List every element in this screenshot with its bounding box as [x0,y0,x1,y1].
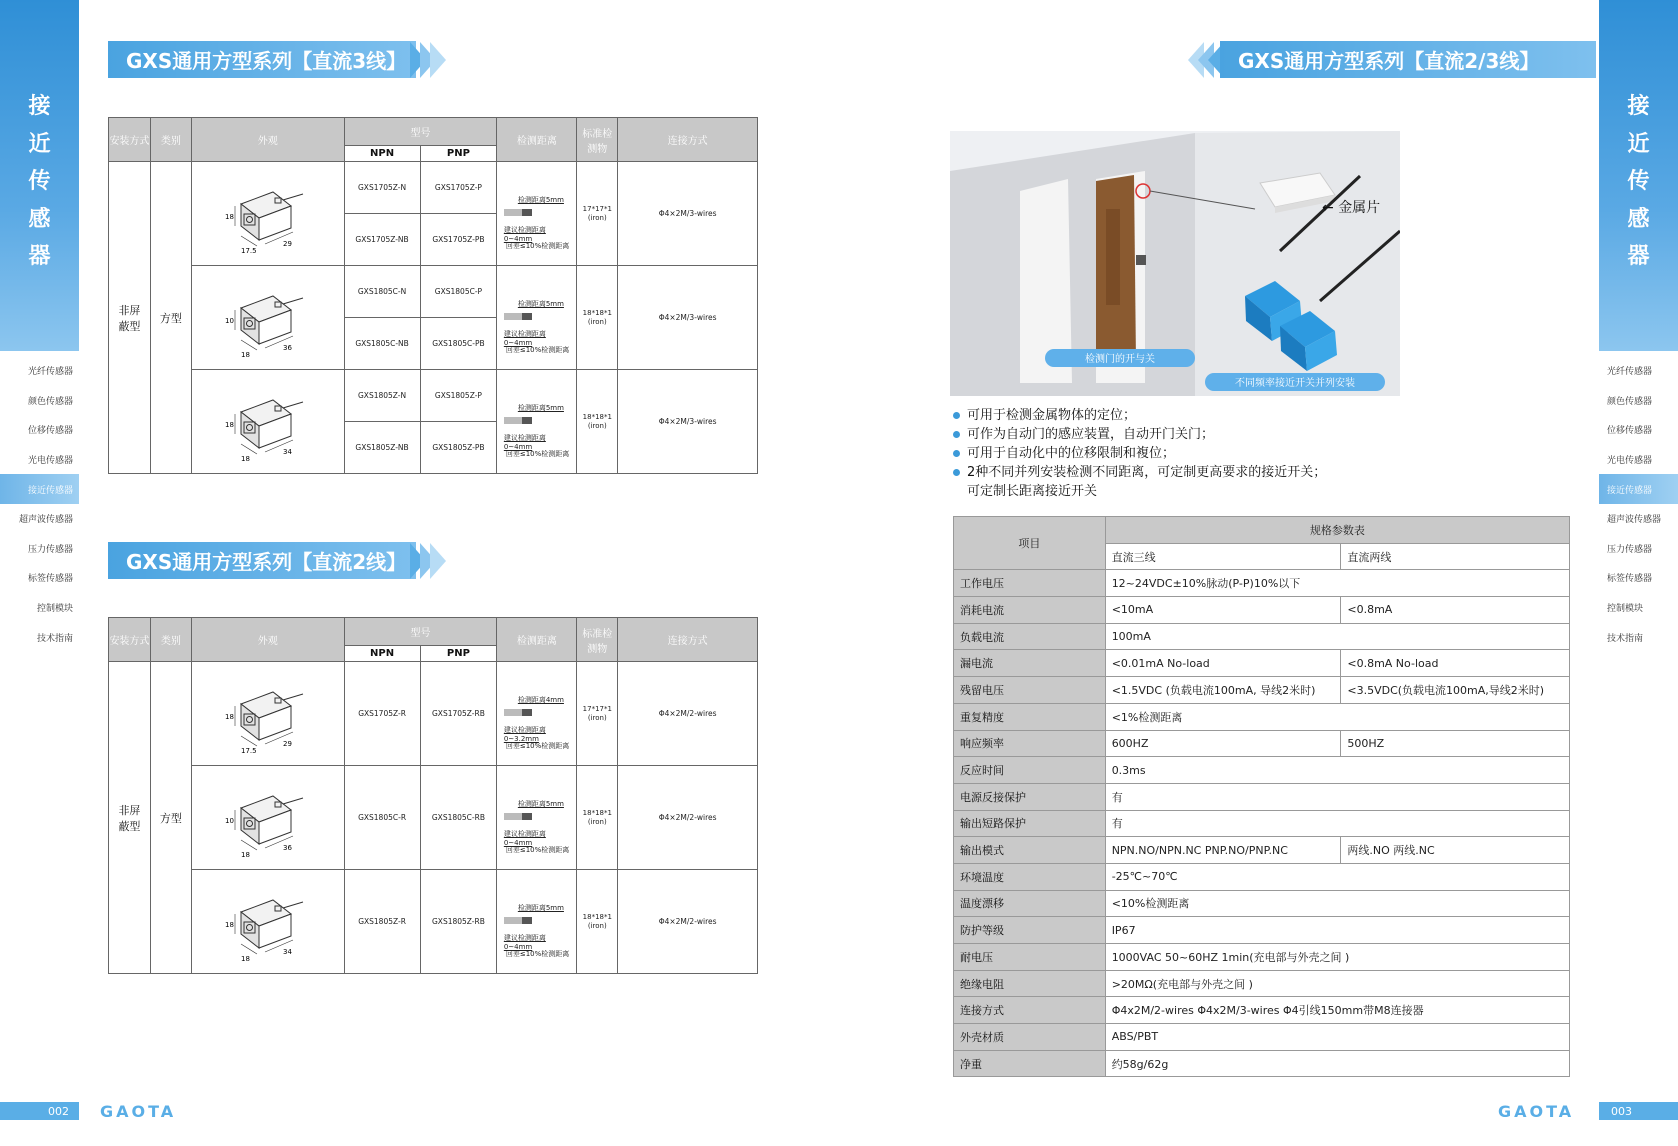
model-npn: GXS1705Z-N [344,162,420,214]
spec-value-dc3: 600HZ [1105,730,1341,757]
hysteresis-label: 回差≤10%检测距离 [505,449,570,458]
section-banner-dc23 [1194,41,1596,78]
distance-cell [497,766,577,870]
category-cell: 方型 [150,162,191,474]
hysteresis-label: 回差≤10%检测距离 [505,845,570,854]
sensor-drawing [213,674,323,754]
spec-value-dc2: 两线.NO 两线.NC [1341,837,1570,864]
target-cell: 18*18*1 (iron) [577,766,618,870]
spec-name: 反应时间 [954,757,1106,784]
header-connection: 连接方式 [618,118,758,162]
distance-label: 检测距离5mm [517,403,564,412]
sensor-drawing [213,278,323,358]
right-side-nav [1599,356,1678,652]
model-npn: GXS1705Z-NB [344,214,420,266]
suggest-label: 建议检测距离0~4mm [503,829,546,847]
spec-value: 100mA [1105,623,1569,650]
model-pnp: GXS1805Z-RB [420,870,497,974]
spec-row [954,597,1570,624]
category-cell: 方型 [150,662,191,974]
spec-value-dc2: <0.8mA No-load [1341,650,1570,677]
spec-value-dc2: 500HZ [1341,730,1570,757]
dim-label: 36 [282,843,292,852]
header-connection: 连接方式 [618,618,758,662]
table-row [109,870,758,974]
brand-logo: GAOTA [1498,1102,1575,1121]
spec-value-dc2: <3.5VDC(负载电流100mA,导线2米时) [1341,677,1570,704]
spec-row [954,783,1570,810]
spec-row [954,837,1570,864]
spec-value-dc3: <0.01mA No-load [1105,650,1341,677]
photo-label-door: 检测门的开与关 [1085,354,1155,365]
dim-label: 18 [224,920,234,929]
spec-value: 有 [1105,783,1569,810]
model-pnp: GXS1805Z-PB [420,422,497,474]
spec-row [954,944,1570,971]
target-cell: 18*18*1 (iron) [577,870,618,974]
nav-item-pressure[interactable]: 压力传感器 [27,544,73,555]
page-number-right: 003 [1599,1102,1678,1120]
spec-row [954,703,1570,730]
suggest-label: 建议检测距离0~3.2mm [503,725,546,743]
model-pnp: GXS1805C-PB [420,318,497,370]
dim-label: 29 [282,239,292,248]
side-title-char: 感 [28,206,51,232]
nav-item-fiber[interactable]: 光纤传感器 [27,367,73,378]
model-pnp: GXS1705Z-RB [420,662,497,766]
dim-label: 36 [282,343,292,352]
spec-row [954,1024,1570,1051]
spec-value: 有 [1105,810,1569,837]
nav-item-photoelectric[interactable]: 光电传感器 [27,456,73,467]
feature-item: 2种不同并列安装检测不同距离，可定制更高要求的接近开关； [953,463,1326,482]
side-title-char: 传 [28,169,51,194]
spec-row [954,650,1570,677]
photo-label-metal [1322,197,1380,217]
dim-label: 18 [240,454,250,462]
hysteresis-label: 回差≤10%检测距离 [505,241,570,250]
nav-item-ultrasonic[interactable]: 超声波传感器 [18,515,73,526]
nav-item-color[interactable]: 颜色传感器 [27,396,73,407]
nav-item-control[interactable]: 控制模块 [36,604,73,615]
feature-item: 可用于检测金属物体的定位； [953,406,1326,425]
spec-item-header: 项目 [954,517,1106,570]
spec-row [954,970,1570,997]
header-category: 类别 [150,618,191,662]
hysteresis-label: 回差≤10%检测距离 [505,949,570,958]
suggest-label: 建议检测距离0~4mm [503,933,546,951]
nav-item-ultrasonic[interactable]: 超声波传感器 [1607,515,1662,526]
spec-value: -25℃~70℃ [1105,863,1569,890]
connection-cell: Φ4×2M/3-wires [618,162,758,266]
spec-value: 约58g/62g [1105,1050,1569,1077]
model-npn: GXS1805C-N [344,266,420,318]
appearance-cell [191,870,344,974]
hysteresis-label: 回差≤10%检测距离 [505,345,570,354]
spec-name: 消耗电流 [954,597,1106,624]
left-side-band [0,0,79,351]
dim-label: 18 [224,712,234,721]
dim-label: 34 [282,447,292,456]
spec-col-dc2: 直流两线 [1341,543,1570,570]
header-distance: 检测距离 [497,618,577,662]
header-appearance: 外观 [191,118,344,162]
nav-item-label[interactable]: 标签传感器 [27,574,73,585]
spec-value-dc3: <10mA [1105,597,1341,624]
connection-cell: Φ4×2M/3-wires [618,266,758,370]
side-title-char: 器 [1627,244,1650,269]
header-npn: NPN [344,146,420,162]
spec-name: 输出短路保护 [954,810,1106,837]
header-category: 类别 [150,118,191,162]
spec-value-dc3: NPN.NO/NPN.NC PNP.NO/PNP.NC [1105,837,1341,864]
spec-value-dc2: <0.8mA [1341,597,1570,624]
connection-cell: Φ4×2M/2-wires [618,662,758,766]
side-title-char: 传 [1627,169,1650,194]
spec-value: <1%检测距离 [1105,703,1569,730]
header-pnp: PNP [420,646,497,662]
spec-table [953,516,1570,1077]
model-pnp: GXS1805C-P [420,266,497,318]
dim-label: 18 [240,850,250,858]
spec-row [954,730,1570,757]
side-title-char: 器 [28,244,51,269]
page-number-left: 002 [0,1102,79,1120]
spec-name: 重复精度 [954,703,1106,730]
appearance-cell [191,370,344,474]
spec-value: <10%检测距离 [1105,890,1569,917]
side-title [0,88,79,276]
right-side-band [1599,0,1678,351]
table-row [109,766,758,870]
model-npn: GXS1805C-R [344,766,420,870]
model-pnp: GXS1705Z-P [420,162,497,214]
spec-name: 耐电压 [954,944,1106,971]
left-side-nav [0,356,79,652]
dim-label: 10 [224,816,234,825]
table-row [109,370,758,422]
header-model: 型号 [344,118,497,146]
model-npn: GXS1805Z-N [344,370,420,422]
spec-row [954,1050,1570,1077]
spec-name: 温度漂移 [954,890,1106,917]
model-npn: GXS1805C-NB [344,318,420,370]
spec-value: IP67 [1105,917,1569,944]
dim-label: 17.5 [240,746,257,754]
spec-name: 漏电流 [954,650,1106,677]
spec-row [954,810,1570,837]
mount-cell: 非屏 蔽型 [109,162,151,474]
header-target: 标准检测物 [577,618,618,662]
spec-name: 电源反接保护 [954,783,1106,810]
detection-distance-diagram [502,381,572,463]
spec-value: 0.3ms [1105,757,1569,784]
distance-cell [497,662,577,766]
section-banner-dc2 [108,542,446,579]
spec-name: 防护等级 [954,917,1106,944]
connection-cell: Φ4×2M/2-wires [618,766,758,870]
header-mount: 安装方式 [109,118,151,162]
hysteresis-label: 回差≤10%检测距离 [505,741,570,750]
table-row [109,662,758,766]
chevron-right-icon [416,542,446,579]
model-npn: GXS1805Z-R [344,870,420,974]
suggest-label: 建议检测距离0~4mm [503,225,546,243]
dim-label: 34 [282,947,292,956]
spec-row [954,757,1570,784]
spec-name: 外壳材质 [954,1024,1106,1051]
banner-title: GXS通用方型系列【直流3线】 [108,41,416,78]
brand-logo: GAOTA [100,1102,177,1121]
model-pnp: GXS1805C-RB [420,766,497,870]
dim-label: 18 [224,212,234,221]
application-photo [950,131,1400,396]
spec-row [954,917,1570,944]
table-row [109,162,758,214]
side-title-char: 感 [1627,206,1650,232]
sensor-drawing [213,382,323,462]
target-cell: 18*18*1 (iron) [577,370,618,474]
appearance-cell [191,662,344,766]
feature-item: 可定制长距离接近开关 [967,484,1098,499]
product-table-dc3 [108,117,758,474]
appearance-cell [191,266,344,370]
side-title-char: 近 [28,131,51,157]
product-table-dc2 [108,617,758,974]
connection-cell: Φ4×2M/2-wires [618,870,758,974]
spec-value: >20MΩ(充电部与外壳之间 ) [1105,970,1569,997]
nav-item-color[interactable]: 颜色传感器 [1607,396,1653,407]
spec-name: 响应频率 [954,730,1106,757]
nav-item-control[interactable]: 控制模块 [1607,604,1644,615]
section-banner-dc3 [108,41,446,78]
dim-label: 18 [240,954,250,962]
banner-title: GXS通用方型系列【直流2线】 [108,542,416,579]
distance-cell [497,162,577,266]
spec-name: 负载电流 [954,623,1106,650]
appearance-cell [191,162,344,266]
nav-item-pressure[interactable]: 压力传感器 [1607,544,1653,555]
model-npn: GXS1805Z-NB [344,422,420,474]
spec-row [954,623,1570,650]
spec-name: 输出模式 [954,837,1106,864]
spec-name: 残留电压 [954,677,1106,704]
mount-cell: 非屏 蔽型 [109,662,151,974]
spec-value-dc3: <1.5VDC (负载电流100mA, 导线2米时) [1105,677,1341,704]
distance-cell [497,266,577,370]
spec-row [954,570,1570,597]
sensor-drawing [213,174,323,254]
target-cell: 18*18*1 (iron) [577,266,618,370]
distance-label: 检测距离5mm [517,903,564,912]
target-cell: 17*17*1 (iron) [577,662,618,766]
feature-item: 可作为自动门的感应装置，自动开门关门； [953,425,1326,444]
side-title-char: 接 [1627,94,1650,119]
feature-item: 可用于自动化中的位移限制和複位； [953,444,1326,463]
nav-item-photoelectric[interactable]: 光电传感器 [1607,456,1653,467]
spec-value: 1000VAC 50~60HZ 1min(充电部与外壳之间 ) [1105,944,1569,971]
model-pnp: GXS1705Z-PB [420,214,497,266]
spec-row [954,863,1570,890]
model-npn: GXS1705Z-R [344,662,420,766]
detection-distance-diagram [502,673,572,755]
spec-name: 净重 [954,1050,1106,1077]
dim-label: 10 [224,316,234,325]
nav-item-label[interactable]: 标签传感器 [1607,574,1653,585]
spec-table-header: 规格参数表 [1105,517,1569,544]
model-pnp: GXS1805Z-P [420,370,497,422]
nav-item-proximity[interactable]: 接近传感器 [1599,474,1678,504]
distance-cell [497,870,577,974]
spec-value: Φ4x2M/2-wires Φ4x2M/3-wires Φ4引线150mm带M8连接器 [1105,997,1569,1024]
spec-value: ABS/PBT [1105,1024,1569,1051]
detection-distance-diagram [502,173,572,255]
distance-label: 检测距离5mm [517,195,564,204]
suggest-label: 建议检测距离0~4mm [503,329,546,347]
side-title [1599,88,1678,276]
spec-name: 环境温度 [954,863,1106,890]
dim-label: 17.5 [240,246,257,254]
header-mount: 安装方式 [109,618,151,662]
dim-label: 18 [240,350,250,358]
detection-distance-diagram [502,277,572,359]
side-title-char: 接 [28,94,51,119]
header-pnp: PNP [420,146,497,162]
connection-cell: Φ4×2M/3-wires [618,370,758,474]
nav-item-displacement[interactable]: 位移传感器 [1607,426,1653,437]
appearance-cell [191,766,344,870]
sensor-drawing [213,882,323,962]
header-npn: NPN [344,646,420,662]
dim-label: 29 [282,739,292,748]
table-row [109,266,758,318]
nav-item-displacement[interactable]: 位移传感器 [27,426,73,437]
spec-name: 工作电压 [954,570,1106,597]
spec-value: 12~24VDC±10%脉动(P-P)10%以下 [1105,570,1569,597]
spec-row [954,997,1570,1024]
header-model: 型号 [344,618,497,646]
banner-title: GXS通用方型系列【直流2/3线】 [1220,41,1596,78]
suggest-label: 建议检测距离0~4mm [503,433,546,451]
feature-list [953,406,1326,501]
header-distance: 检测距离 [497,118,577,162]
nav-item-proximity[interactable]: 接近传感器 [0,474,79,504]
spec-name: 绝缘电阻 [954,970,1106,997]
distance-cell [497,370,577,474]
distance-label: 检测距离4mm [517,695,564,704]
nav-item-guide[interactable]: 技术指南 [1607,633,1644,644]
arrow-left-icon: ← [1322,200,1334,216]
nav-item-fiber[interactable]: 光纤传感器 [1607,367,1653,378]
detection-distance-diagram [502,777,572,859]
photo-label-parallel: 不同频率接近开关并列安装 [1235,378,1355,389]
distance-label: 检测距离5mm [517,299,564,308]
target-cell: 17*17*1 (iron) [577,162,618,266]
header-target: 标准检测物 [577,118,618,162]
spec-name: 连接方式 [954,997,1106,1024]
metal-label: 金属片 [1338,200,1381,216]
header-appearance: 外观 [191,618,344,662]
dim-label: 18 [224,420,234,429]
distance-label: 检测距离5mm [517,799,564,808]
chevron-right-icon [416,41,446,78]
detection-distance-diagram [502,881,572,963]
spec-row [954,890,1570,917]
spec-col-dc3: 直流三线 [1105,543,1341,570]
sensor-drawing [213,778,323,858]
side-title-char: 近 [1627,131,1650,157]
nav-item-guide[interactable]: 技术指南 [36,633,73,644]
spec-row [954,677,1570,704]
